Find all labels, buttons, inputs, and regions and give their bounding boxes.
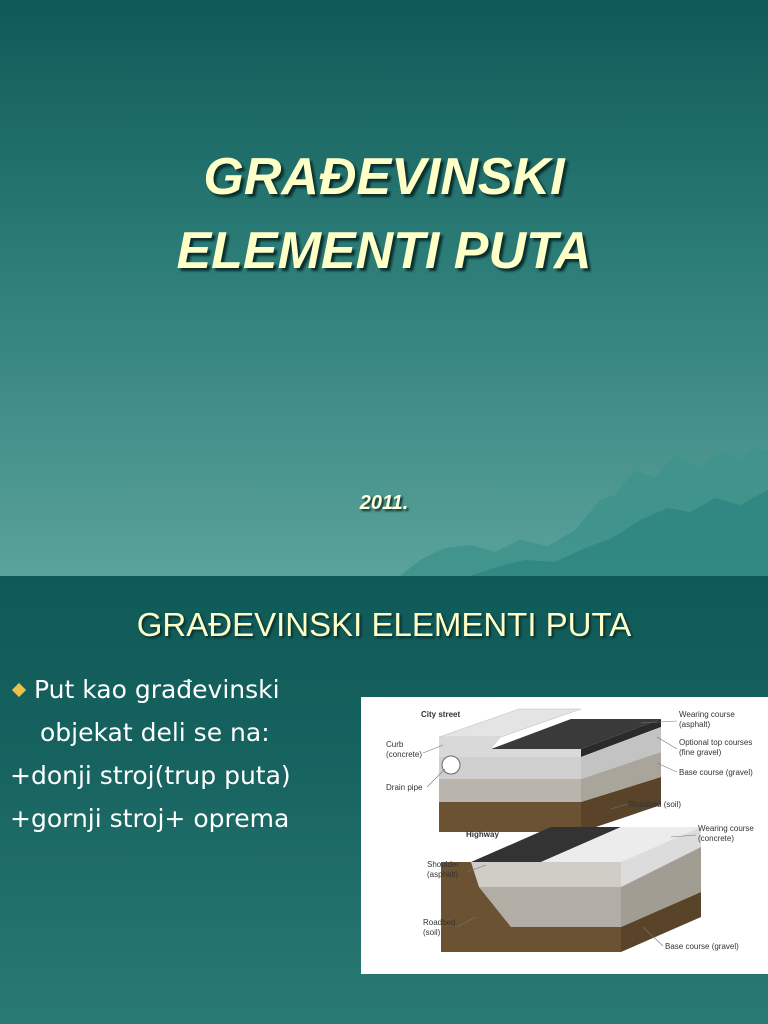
bullet-continuation: objekat deli se na: — [40, 718, 270, 747]
highway-label: Highway — [466, 830, 499, 839]
diamond-bullet-icon — [12, 683, 26, 697]
wearing-course-sub-1: (asphalt) — [679, 720, 711, 729]
bullet-line-3: +donji stroj(trup puta) — [10, 761, 291, 790]
base-course-label-2: Base course (gravel) — [665, 942, 739, 951]
roadbed-sub-label-2: (soil) — [423, 928, 441, 937]
slide-year: 2011. — [359, 492, 409, 514]
optional-courses-sub: (fine gravel) — [679, 748, 722, 757]
wearing-course-sub-2: (concrete) — [698, 834, 735, 843]
city-street-illustration — [439, 709, 661, 832]
slide-title-line-2: ELEMENTI PUTA — [176, 222, 592, 280]
shoulder-sub-label: (asphalt) — [427, 870, 459, 879]
drain-pipe-label: Drain pipe — [386, 783, 423, 792]
content-slide — [0, 576, 768, 1024]
slide-title — [0, 140, 768, 288]
bullet-list — [10, 668, 370, 840]
optional-courses-label: Optional top courses — [679, 738, 753, 747]
content-slide-title: GRAĐEVINSKI ELEMENTI PUTA — [136, 606, 632, 643]
highway-illustration — [441, 827, 701, 952]
bullet-line-4: +gornji stroj+ oprema — [10, 804, 290, 833]
bullet-text-1: Put kao građevinski — [34, 675, 280, 704]
curb-sub-label: (concrete) — [386, 750, 423, 759]
curb-label: Curb — [386, 740, 404, 749]
slide-title-line-1: GRAĐEVINSKI — [203, 148, 565, 206]
base-course-label-1: Base course (gravel) — [679, 768, 753, 777]
wearing-course-label-2: Wearing course — [698, 824, 754, 833]
shoulder-label: Shoulder — [427, 860, 460, 869]
road-cross-section-diagram — [361, 697, 768, 974]
wearing-course-label-1: Wearing course — [679, 710, 735, 719]
roadbed-label-1: Roadbed (soil) — [629, 800, 682, 809]
roadbed-label-2: Roadbed — [423, 918, 456, 927]
bullet-item — [10, 668, 370, 711]
city-street-label: City street — [421, 710, 461, 719]
